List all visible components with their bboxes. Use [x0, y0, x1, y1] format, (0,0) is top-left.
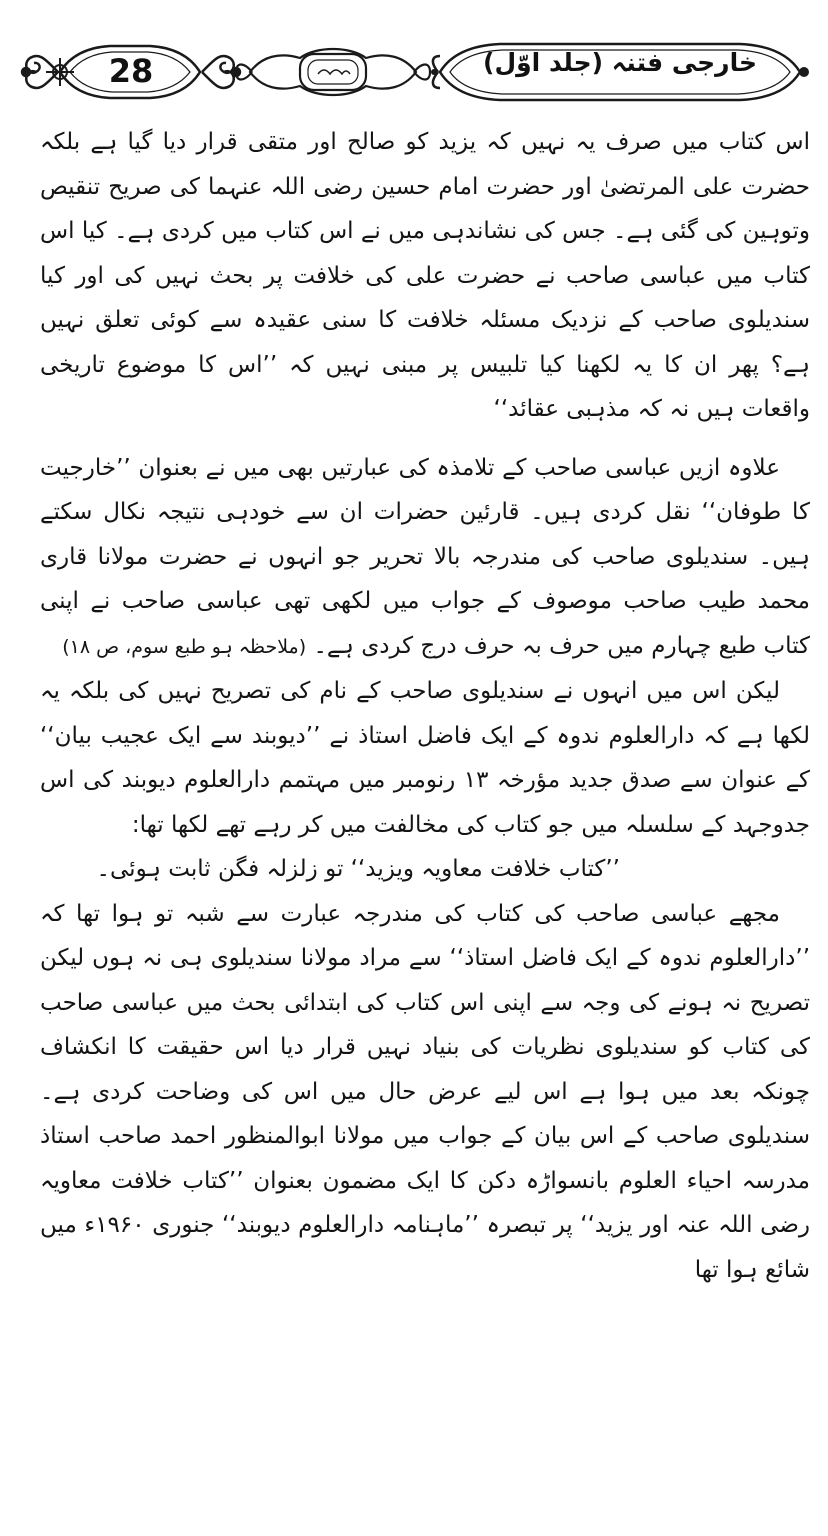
paragraph-2-text: علاوہ ازیں عباسی صاحب کے تلامذہ کی عبارتیں بھی میں نے بعنوان ’’خارجیت کا طوفان‘‘ نقل کردی ہیں۔ قارئین حضرات ان سے خودہی نتیجہ نکال سکتے ہیں۔ سندیلوی صاحب کی مندرجہ بالا تحریر جو انہوں نے حضرت مولانا قاری محمد طیب صاحب موصوف کے جواب میں لکھی تھی عباسی صاحب نے اپنی کتاب طبع چہارم میں حرف بہ حرف درج کردی ہے۔	[40, 454, 810, 659]
block-quote: ’’کتاب خلافت معاویہ ویزید‘‘ تو زلزلہ فگن ثابت ہوئی۔	[96, 856, 620, 882]
citation: (ملاحظہ ہو طبع سوم، ص ۱۸)	[62, 635, 307, 658]
paragraph-1: اس کتاب میں صرف یہ نہیں کہ یزید کو صالح اور متقی قرار دیا گیا ہے بلکہ حضرت علی المرتضیٰ اور حضرت امام حسین رضی اللہ عنہما کی صریح تنقیص وتوہین کی گئی ہے۔ جس کی نشاندہی میں نے اس کتاب میں کردی ہے۔ کیا اس کتاب میں عباسی صاحب نے حضرت علی کی خلافت پر بحث نہیں کی اور کیا سندیلوی صاحب کے نزدیک مسئلہ خلافت کا سنی عقیدہ سے کوئی تعلق نہیں ہے؟ پھر ان کا یہ لکھنا کیا تلبیس پر مبنی نہیں کہ ’’اس کا موضوع تاریخی واقعات ہیں نہ کہ مذہبی عقائد‘‘	[40, 129, 810, 422]
running-title: خارجی فتنہ (جلد اوّل)	[483, 48, 757, 77]
paragraph-2	[40, 446, 810, 670]
page-body	[40, 120, 810, 1525]
page-header	[0, 0, 828, 118]
paragraph-3: لیکن اس میں انہوں نے سندیلوی صاحب کے نام کی تصریح نہیں کی بلکہ یہ لکھا ہے کہ دارالعلوم ندوہ کے ایک فاضل استاذ نے ’’دیوبند سے ایک عجیب بیان‘‘ کے عنوان سے صدق جدید مؤرخہ ۱۳ رنومبر میں مہتمم دارالعلوم دیوبند کی اس جدوجہد کے سلسلہ میں جو کتاب کی مخالفت میں کر رہے تھے لکھا تھا:	[40, 678, 810, 838]
page-number: 28	[108, 52, 154, 90]
paragraph-4: مجھے عباسی صاحب کی کتاب کی مندرجہ عبارت سے شبہ تو ہوا تھا کہ ’’دارالعلوم ندوہ کے ایک فاضل استاذ‘‘ سے مراد مولانا سندیلوی ہی نہ ہوں لیکن تصریح نہ ہونے کی وجہ سے اپنی اس کتاب کی ابتدائی بحث میں عباسی صاحب کی کتاب کو سندیلوی نظریات کی بنیاد نہیں قرار دیا اس حقیقت کا انکشاف چونکہ بعد میں ہوا ہے اس لیے عرض حال میں اس کی وضاحت کردی ہے۔ سندیلوی صاحب کے اس بیان کے جواب میں مولانا ابوالمنظور احمد صاحب استاذ مدرسہ احیاء العلوم بانسواڑہ دکن کا ایک مضمون بعنوان ’’کتاب خلافت معاویہ رضی اللہ عنہ اور یزید‘‘ پر تبصرہ ’’ماہنامہ دارالعلوم دیوبند‘‘ جنوری ۱۹۶۰ء میں شائع ہوا تھا	[40, 900, 810, 1283]
